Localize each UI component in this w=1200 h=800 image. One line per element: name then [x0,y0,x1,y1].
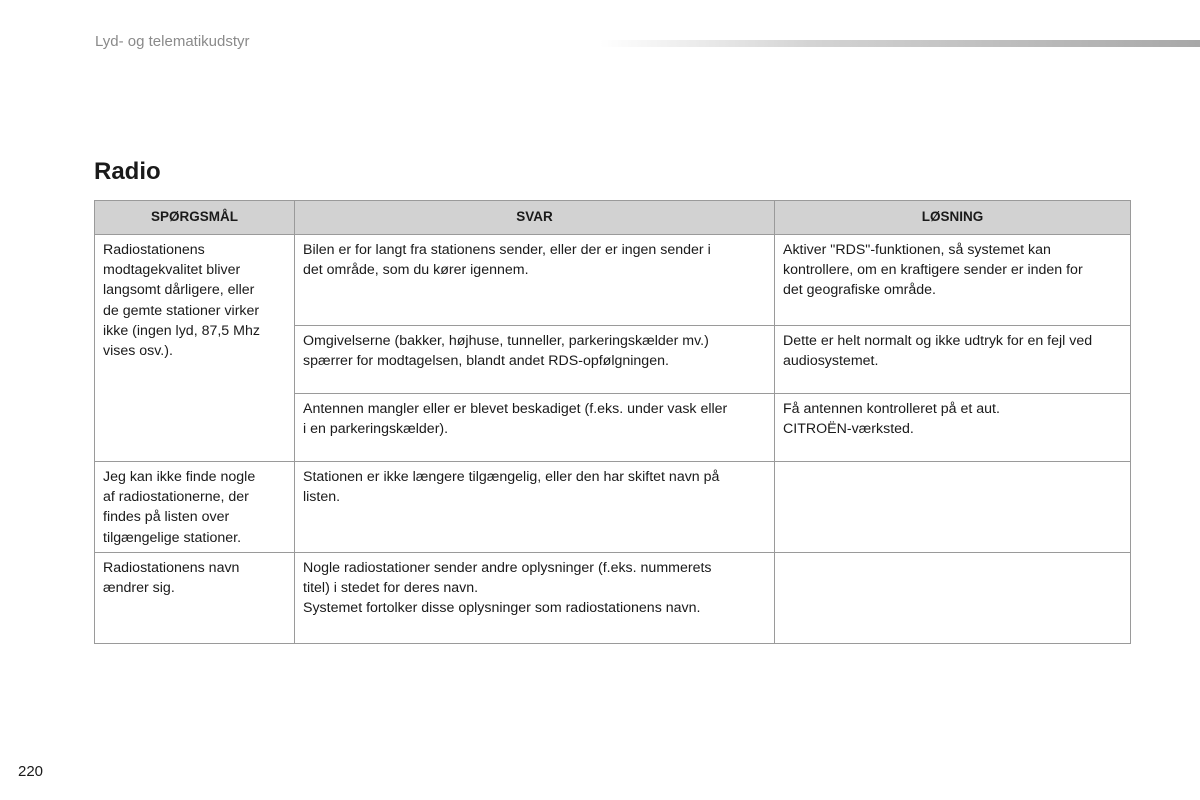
column-header-answer: SVAR [295,201,775,235]
solution-cell: Aktiver "RDS"-funktionen, så systemet kan kontrollere, om en kraftigere sender er inden for det geografiske område. [775,235,1131,326]
answer-cell: Stationen er ikke længere tilgængelig, eller den har skiftet navn på listen. [295,462,775,553]
answer-cell: Nogle radiostationer sender andre oplysninger (f.eks. nummerets titel) i stedet for deres navn. Systemet fortolker disse oplysninger som radiostationens navn. [295,553,775,644]
solution-cell: Få antennen kontrolleret på et aut. CITROËN-værksted. [775,394,1131,462]
table-row [95,553,1131,644]
solution-cell [775,462,1131,553]
solution-cell [775,553,1131,644]
table-row [95,462,1131,553]
question-cell: Radiostationens navn ændrer sig. [95,553,295,644]
answer-cell: Antennen mangler eller er blevet beskadiget (f.eks. under vask eller i en parkeringskælder). [295,394,775,462]
chapter-title: Lyd- og telematikudstyr [95,33,250,50]
troubleshooting-table [94,200,1131,644]
answer-cell: Omgivelserne (bakker, højhuse, tunneller, parkeringskælder mv.) spærrer for modtagelsen, blandt andet RDS-opfølgningen. [295,326,775,394]
section-title: Radio [94,158,161,185]
page-number: 220 [18,763,44,780]
answer-cell: Bilen er for langt fra stationens sender, eller der er ingen sender i det område, som du kører igennem. [295,235,775,326]
solution-cell: Dette er helt normalt og ikke udtryk for en fejl ved audiosystemet. [775,326,1131,394]
header-decorative-bar [600,40,1200,47]
table-header-row [95,201,1131,235]
table-row [95,235,1131,326]
question-cell: Radiostationens modtagekvalitet bliver langsomt dårligere, eller de gemte stationer virker ikke (ingen lyd, 87,5 Mhz vises osv.). [95,235,295,462]
column-header-question: SPØRGSMÅL [95,201,295,235]
column-header-solution: LØSNING [775,201,1131,235]
question-cell: Jeg kan ikke finde nogle af radiostationerne, der findes på listen over tilgængelige stationer. [95,462,295,553]
